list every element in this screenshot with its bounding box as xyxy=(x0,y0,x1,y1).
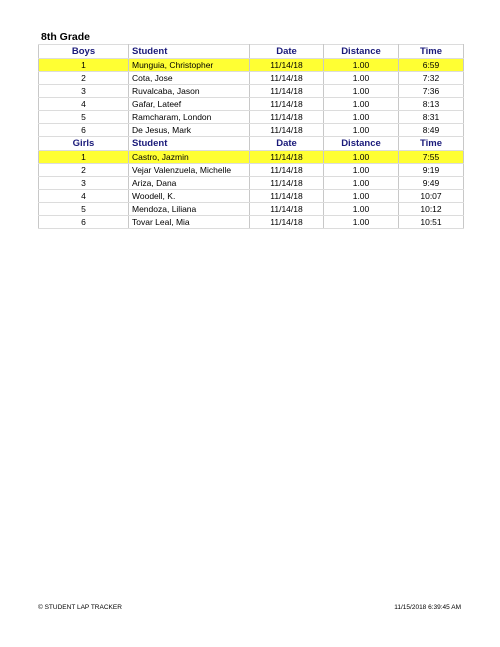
student-cell: Ariza, Dana xyxy=(129,177,250,190)
date-cell: 11/14/18 xyxy=(250,59,324,72)
rank-cell: 3 xyxy=(39,177,129,190)
footer-timestamp: 11/15/2018 6:39:45 AM xyxy=(394,604,461,611)
distance-cell: 1.00 xyxy=(324,151,399,164)
time-cell: 8:49 xyxy=(399,124,464,137)
student-column-header: Student xyxy=(129,137,250,151)
student-cell: Woodell, K. xyxy=(129,190,250,203)
time-cell: 10:07 xyxy=(399,190,464,203)
time-cell: 7:32 xyxy=(399,72,464,85)
table-row xyxy=(39,177,464,190)
student-cell: Tovar Leal, Mia xyxy=(129,216,250,229)
date-cell: 11/14/18 xyxy=(250,151,324,164)
student-cell: Vejar Valenzuela, Michelle xyxy=(129,164,250,177)
distance-cell: 1.00 xyxy=(324,164,399,177)
distance-cell: 1.00 xyxy=(324,177,399,190)
rank-cell: 1 xyxy=(39,59,129,72)
student-cell: Gafar, Lateef xyxy=(129,98,250,111)
table-row xyxy=(39,151,464,164)
distance-column-header: Distance xyxy=(324,45,399,59)
distance-cell: 1.00 xyxy=(324,111,399,124)
table-row xyxy=(39,203,464,216)
distance-cell: 1.00 xyxy=(324,216,399,229)
time-cell: 7:36 xyxy=(399,85,464,98)
date-cell: 11/14/18 xyxy=(250,164,324,177)
date-cell: 11/14/18 xyxy=(250,177,324,190)
grade-title: 8th Grade xyxy=(41,31,91,43)
rank-cell: 5 xyxy=(39,203,129,216)
date-cell: 11/14/18 xyxy=(250,98,324,111)
table-row xyxy=(39,98,464,111)
results-table xyxy=(38,44,464,229)
girls-header-row xyxy=(39,137,464,151)
time-cell: 10:12 xyxy=(399,203,464,216)
student-cell: Ruvalcaba, Jason xyxy=(129,85,250,98)
student-cell: Mendoza, Liliana xyxy=(129,203,250,216)
time-cell: 8:13 xyxy=(399,98,464,111)
table-row xyxy=(39,190,464,203)
rank-cell: 4 xyxy=(39,98,129,111)
table-row xyxy=(39,72,464,85)
rank-cell: 2 xyxy=(39,72,129,85)
student-cell: Castro, Jazmin xyxy=(129,151,250,164)
rank-cell: 1 xyxy=(39,151,129,164)
student-cell: Munguia, Christopher xyxy=(129,59,250,72)
boys-header-row xyxy=(39,45,464,59)
distance-cell: 1.00 xyxy=(324,98,399,111)
student-column-header: Student xyxy=(129,45,250,59)
distance-cell: 1.00 xyxy=(324,190,399,203)
time-cell: 9:49 xyxy=(399,177,464,190)
rank-cell: 2 xyxy=(39,164,129,177)
student-cell: De Jesus, Mark xyxy=(129,124,250,137)
rank-cell: 6 xyxy=(39,216,129,229)
date-cell: 11/14/18 xyxy=(250,190,324,203)
date-cell: 11/14/18 xyxy=(250,85,324,98)
student-cell: Cota, Jose xyxy=(129,72,250,85)
girls-group-header: Girls xyxy=(39,137,129,151)
time-column-header: Time xyxy=(399,45,464,59)
date-cell: 11/14/18 xyxy=(250,72,324,85)
time-cell: 6:59 xyxy=(399,59,464,72)
time-cell: 8:31 xyxy=(399,111,464,124)
rank-cell: 4 xyxy=(39,190,129,203)
table-row xyxy=(39,124,464,137)
distance-column-header: Distance xyxy=(324,137,399,151)
rank-cell: 6 xyxy=(39,124,129,137)
date-cell: 11/14/18 xyxy=(250,124,324,137)
rank-cell: 5 xyxy=(39,111,129,124)
time-cell: 9:19 xyxy=(399,164,464,177)
date-cell: 11/14/18 xyxy=(250,111,324,124)
date-cell: 11/14/18 xyxy=(250,216,324,229)
date-cell: 11/14/18 xyxy=(250,203,324,216)
date-column-header: Date xyxy=(250,137,324,151)
distance-cell: 1.00 xyxy=(324,59,399,72)
distance-cell: 1.00 xyxy=(324,203,399,216)
table-row xyxy=(39,85,464,98)
distance-cell: 1.00 xyxy=(324,72,399,85)
boys-group-header: Boys xyxy=(39,45,129,59)
distance-cell: 1.00 xyxy=(324,124,399,137)
date-column-header: Date xyxy=(250,45,324,59)
table-row xyxy=(39,59,464,72)
student-cell: Ramcharam, London xyxy=(129,111,250,124)
table-row xyxy=(39,164,464,177)
time-cell: 10:51 xyxy=(399,216,464,229)
time-cell: 7:55 xyxy=(399,151,464,164)
footer-copyright: © STUDENT LAP TRACKER xyxy=(38,604,122,611)
time-column-header: Time xyxy=(399,137,464,151)
rank-cell: 3 xyxy=(39,85,129,98)
table-row xyxy=(39,111,464,124)
table-row xyxy=(39,216,464,229)
distance-cell: 1.00 xyxy=(324,85,399,98)
